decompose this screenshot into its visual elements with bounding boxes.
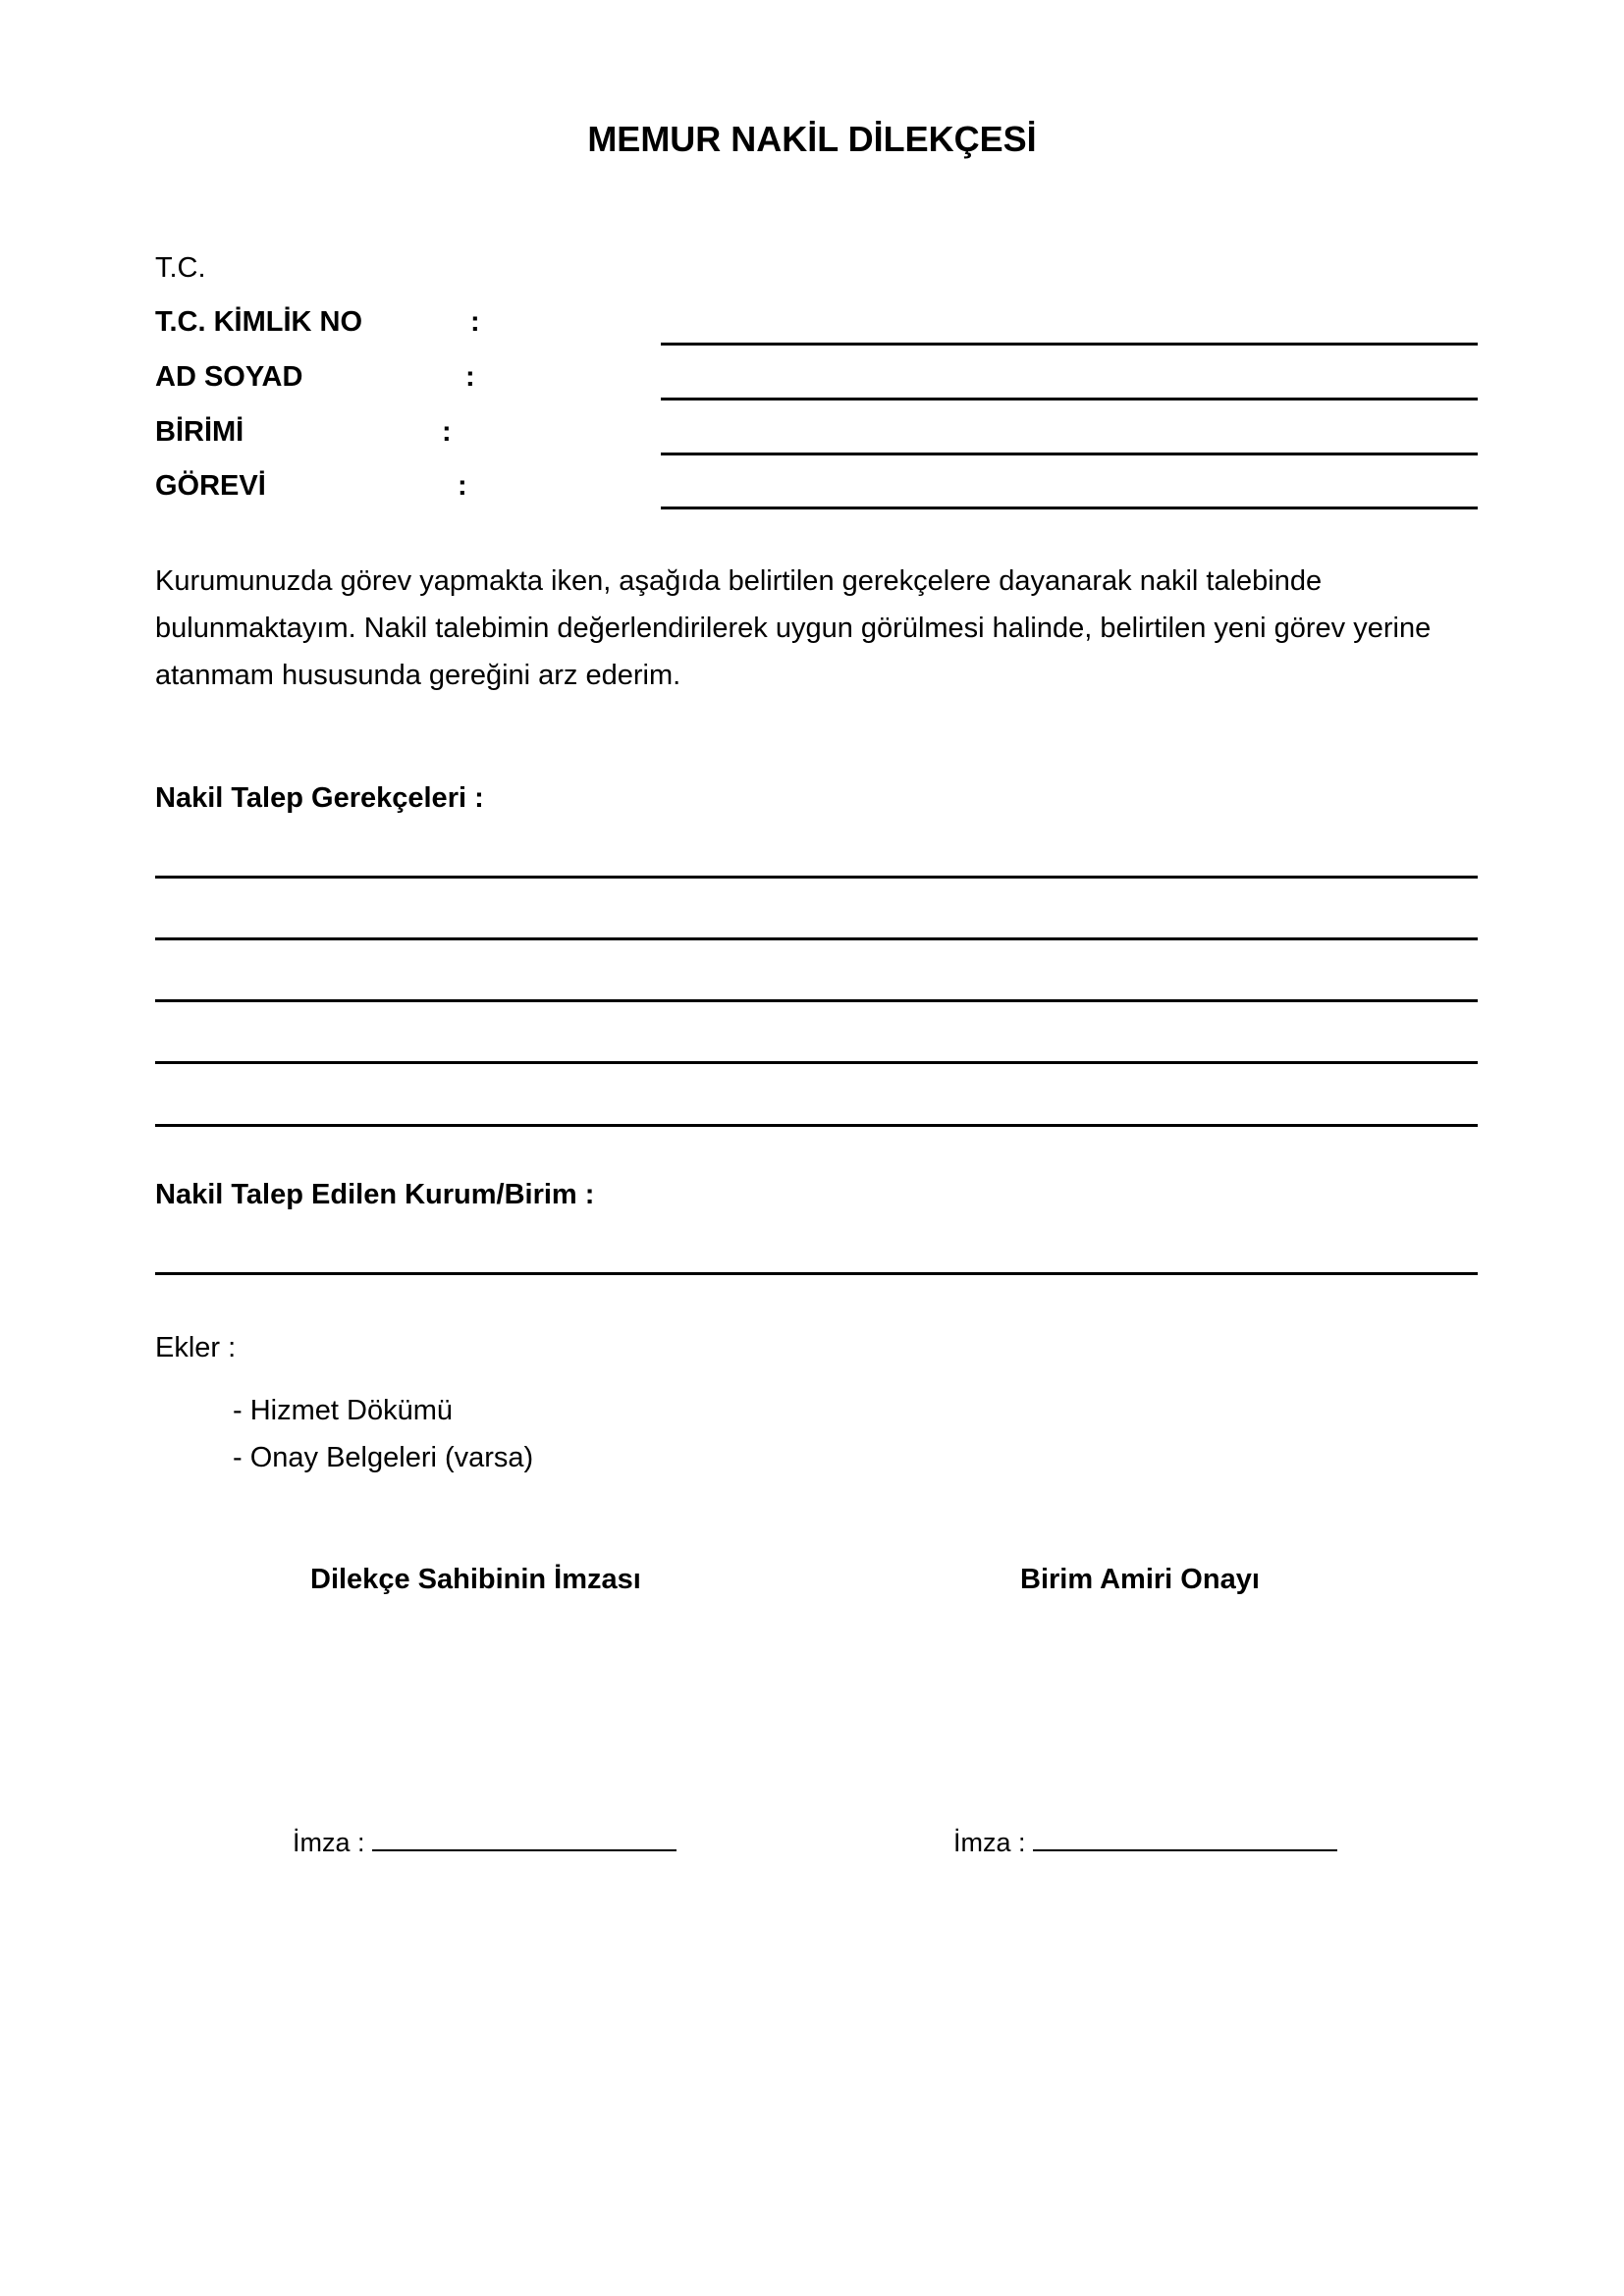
reason-line[interactable]	[155, 1124, 1478, 1127]
field-ad-soyad	[0, 360, 1624, 400]
reason-line[interactable]	[155, 999, 1478, 1002]
field-label: BİRİMİ	[155, 416, 244, 448]
reasons-heading: Nakil Talep Gerekçeleri :	[155, 782, 484, 814]
supervisor-signature-line	[953, 1826, 1337, 1859]
signature-blank[interactable]	[372, 1826, 677, 1851]
attachment-item: - Onay Belgeleri (varsa)	[233, 1442, 534, 1473]
field-input-line[interactable]	[661, 398, 1478, 400]
field-gorevi	[0, 469, 1624, 508]
field-birimi	[0, 415, 1624, 454]
signature-blank[interactable]	[1033, 1826, 1337, 1851]
applicant-signature-heading: Dilekçe Sahibinin İmzası	[310, 1564, 641, 1595]
signature-label: İmza :	[953, 1828, 1026, 1857]
applicant-signature-line	[293, 1826, 677, 1859]
field-input-line[interactable]	[661, 507, 1478, 509]
target-unit-heading: Nakil Talep Edilen Kurum/Birim :	[155, 1179, 595, 1210]
field-colon: :	[442, 416, 452, 448]
signature-label: İmza :	[293, 1828, 365, 1857]
attachment-item: - Hizmet Dökümü	[233, 1395, 453, 1426]
supervisor-approval-heading: Birim Amiri Onayı	[1020, 1564, 1260, 1595]
target-unit-line[interactable]	[155, 1272, 1478, 1275]
reason-line[interactable]	[155, 937, 1478, 940]
field-colon: :	[465, 361, 475, 393]
field-input-line[interactable]	[661, 453, 1478, 455]
reason-line[interactable]	[155, 876, 1478, 879]
field-input-line[interactable]	[661, 343, 1478, 346]
request-paragraph: Kurumunuzda görev yapmakta iken, aşağıda belirtilen gerekçelere dayanarak nakil talebinde bulunmaktayım. Nakil talebimin değerlendirilerek uygun görülmesi halinde, belirtilen yeni görev yerine atanmam hususunda gereğini arz ederim.	[155, 565, 1432, 691]
tc-heading: T.C.	[155, 252, 206, 284]
reason-line[interactable]	[155, 1061, 1478, 1064]
attachments-heading: Ekler :	[155, 1332, 237, 1363]
field-label: AD SOYAD	[155, 361, 303, 393]
field-label: T.C. KİMLİK NO	[155, 306, 363, 338]
field-tc-kimlik-no	[0, 305, 1624, 345]
field-colon: :	[470, 306, 480, 338]
document-title: MEMUR NAKİL DİLEKÇESİ	[587, 119, 1037, 159]
field-colon: :	[458, 470, 467, 502]
field-label: GÖREVİ	[155, 470, 266, 502]
